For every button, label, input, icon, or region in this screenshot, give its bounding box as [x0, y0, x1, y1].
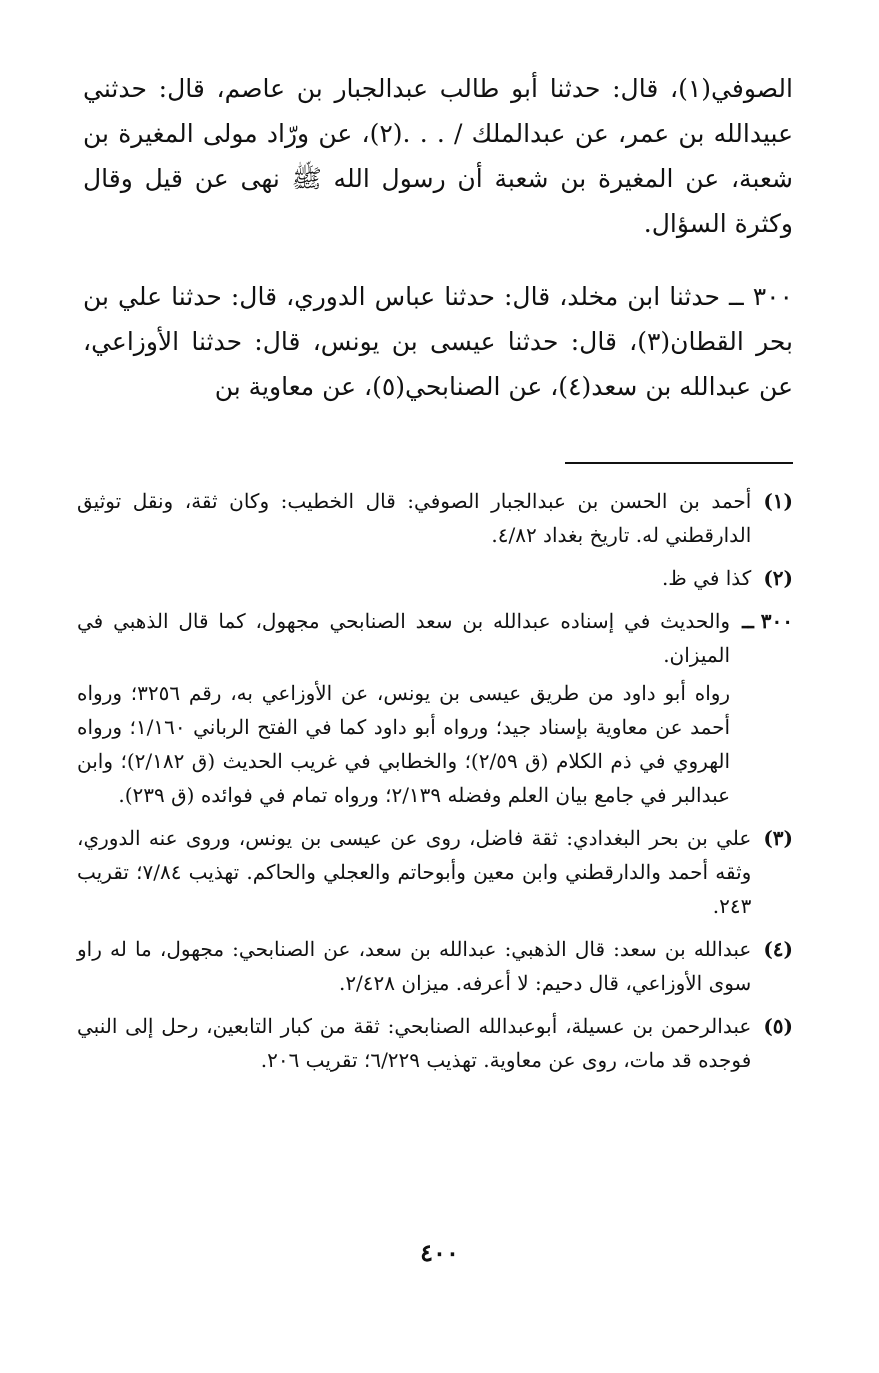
- footnote-text: عبدالله بن سعد: قال الذهبي: عبدالله بن سعد، عن الصنابحي: مجهول، ما له راو سوى الأوزاعي، قال دحيم: لا أعرفه. ميزان ٢/٤٢٨.: [77, 937, 752, 995]
- footnote-hadith-300: [77, 604, 793, 812]
- page-number: ٤٠٠: [420, 1238, 459, 1267]
- footnote-text: والحديث في إسناده عبدالله بن سعد الصنابحي مجهول، كما قال الذهبي في الميزان.: [77, 609, 731, 667]
- footnote-number: (١): [763, 489, 793, 513]
- main-text: [83, 66, 793, 409]
- footnote-5: [77, 1009, 793, 1077]
- footnotes: [77, 484, 793, 1086]
- footnote-text: أحمد بن الحسن بن عبدالجبار الصوفي: قال الخطيب: وكان ثقة، ونقل توثيق الدارقطني له. تاريخ بغداد ٤/٨٢.: [77, 489, 752, 547]
- footnote-number: (٤): [763, 937, 793, 961]
- footnote-text: علي بن بحر البغدادي: ثقة فاضل، روى عن عيسى بن يونس، وروى عنه الدوري، وثقه أحمد والدارقطني وابن معين وأبوحاتم والعجلي والحاكم. تهذيب ٧/٨٤؛ تقريب ٢٤٣.: [77, 826, 752, 918]
- footnote-number: (٥): [763, 1014, 793, 1038]
- main-paragraph-1: الصوفي(١)، قال: حدثنا أبو طالب عبدالجبار بن عاصم، قال: حدثني عبيدالله بن عمر، عن عبدالملك / . . .(٢)، عن ورّاد مولى المغيرة بن شعبة، عن المغيرة بن شعبة أن رسول الله ﷺ نهى عن قيل وقال وكثرة السؤال.: [83, 74, 794, 238]
- footnote-3: [77, 821, 793, 923]
- footnote-number: ٣٠٠ ــ: [742, 609, 793, 633]
- footnote-body: [77, 604, 730, 812]
- footnote-number: (٢): [763, 566, 793, 590]
- footnote-1: [77, 484, 793, 552]
- footnote-text: كذا في ظ.: [661, 566, 752, 590]
- footnote-separator: [565, 462, 793, 464]
- footnote-number: (٣): [763, 826, 793, 850]
- footnote-2: [77, 561, 793, 595]
- footnote-text: عبدالرحمن بن عسيلة، أبوعبدالله الصنابحي: ثقة من كبار التابعين، رحل إلى النبي فوجده قد مات، روى عن معاوية. تهذيب ٦/٢٢٩؛ تقريب ٢٠٦.: [77, 1014, 752, 1072]
- main-paragraph-2: ٣٠٠ ــ حدثنا ابن مخلد، قال: حدثنا عباس الدوري، قال: حدثنا علي بن بحر القطان(٣)، قال: حدثنا عيسى بن يونس، قال: حدثنا الأوزاعي، عن عبدالله بن سعد(٤)، عن الصنابحي(٥)، عن معاوية بن: [83, 282, 793, 401]
- footnote-4: [77, 932, 793, 1000]
- footnote-subtext: رواه أبو داود من طريق عيسى بن يونس، عن الأوزاعي به، رقم ٣٢٥٦؛ ورواه أحمد عن معاوية بإسناد جيد؛ ورواه أبو داود كما في الفتح الرباني ١/١٦٠؛ ورواه الهروي في ذم الكلام (ق ٢/٥٩)؛ والخطابي في غريب الحديث (ق ٢/١٨٢)؛ وابن عبدالبر في جامع بيان العلم وفضله ٢/١٣٩؛ ورواه تمام في فوائده (ق ٢٣٩).: [77, 681, 731, 807]
